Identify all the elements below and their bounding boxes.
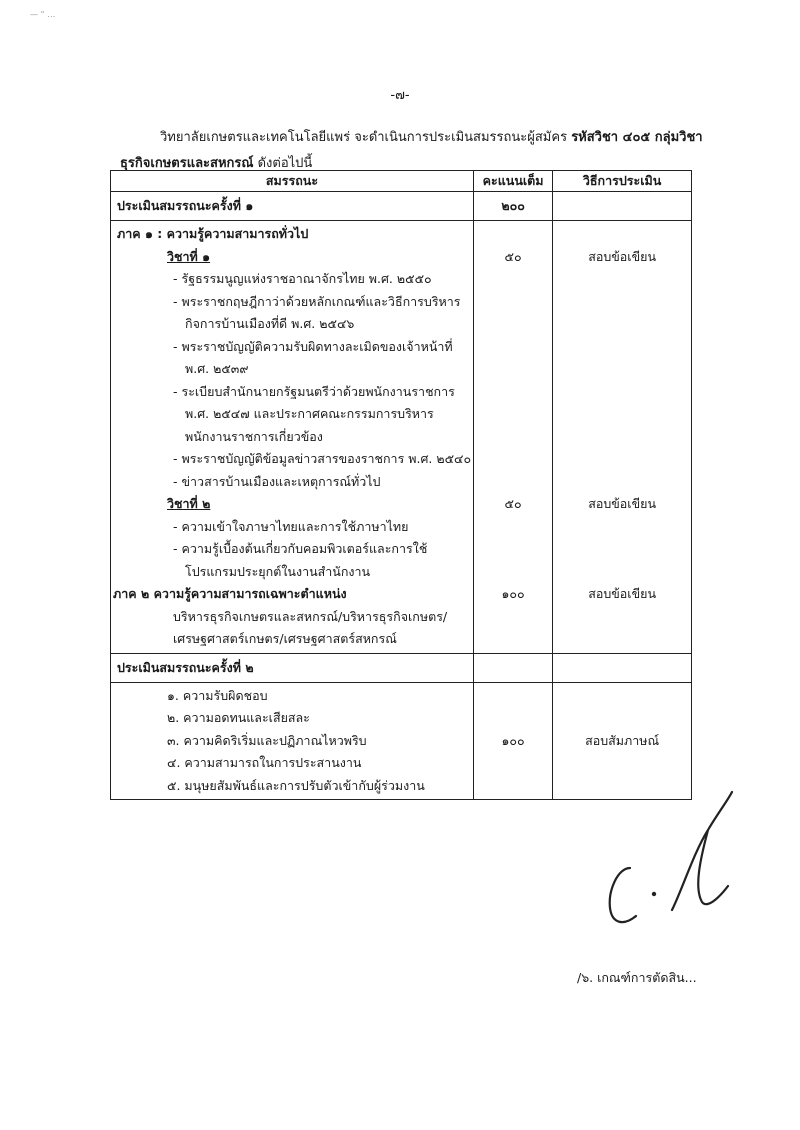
list-item: - พระราชกฤษฎีกาว่าด้วยหลักเกณฑ์และวิธีการบริหาร [173,293,461,309]
header-method: วิธีการประเมิน [553,171,692,192]
round1-score: ๒๐๐ [473,192,552,221]
list-item: - พระราชบัญญัติความรับผิดทางละเมิดของเจ้าหน้าที่ [173,338,453,354]
subject2-method: สอบข้อเขียน [588,496,656,511]
round1-method [553,192,692,221]
round1-title: ประเมินสมรรถนะครั้งที่ ๑ [111,192,474,221]
list-item: โปรแกรมประยุกต์ในงานสำนักงาน [185,563,371,579]
assessment-table [110,170,692,800]
corner-scan-mark: — “ … [30,10,56,19]
list-item: - ความเข้าใจภาษาไทยและการใช้ภาษาไทย [173,518,409,534]
list-item: เศรษฐศาสตร์เกษตร/เศรษฐศาสตร์สหกรณ์ [173,631,397,646]
round2-title: ประเมินสมรรถนะครั้งที่ ๒ [111,653,474,682]
part2-method: สอบข้อเขียน [588,586,656,601]
intro-paragraph [120,126,780,171]
list-item: พ.ศ. ๒๕๓๙ [185,361,249,376]
header-competency: สมรรถนะ [111,171,474,192]
part-cell [111,221,474,654]
list-item: - พระราชบัญญัติข้อมูลข่าวสารของราชการ พ.ศ. ๒๕๔๐ [173,451,472,466]
table-row [111,682,692,800]
table-row [111,653,692,682]
subject1-score: ๕๐ [504,248,522,264]
continuation-note: /๖. เกณฑ์การตัดสิน... [577,970,697,985]
part-scores [473,221,552,654]
part1-title: ภาค ๑ : ความรู้ความสามารถทั่วไป [117,226,309,241]
list-item: - รัฐธรรมนูญแห่งราชอาณาจักรไทย พ.ศ. ๒๕๕๐ [173,271,432,286]
handwritten-signature [590,790,750,940]
header-full-score: คะแนนเต็ม [473,171,552,192]
subject-code: รหัสวิชา ๔๐๕ กลุ่มวิชา [571,130,703,145]
page-number: -๗- [390,88,410,103]
subject2-title: วิชาที่ ๒ [167,496,211,511]
list-item: - ความรู้เบื้องต้นเกี่ยวกับคอมพิวเตอร์และการใช้ [173,541,428,556]
part2-title: ภาค ๒ ความรู้ความสามารถเฉพาะตำแหน่ง [113,586,347,601]
list-item: - ระเบียบสำนักนายกรัฐมนตรีว่าด้วยพนักงานราชการ [173,383,455,399]
round2-method: สอบสัมภาษณ์ [585,732,660,748]
part2-score: ๑๐๐ [501,586,525,601]
list-item: ๑. ความรับผิดชอบ [167,687,268,703]
intro-text: วิทยาลัยเกษตรและเทคโนโลยีแพร่ จะดำเนินการประเมินสมรรถนะผู้สมัคร [160,130,572,145]
list-item: พ.ศ. ๒๕๔๗ และประกาศคณะกรรมการบริหาร [185,406,434,421]
table-header-row [111,171,692,192]
subject1-title: วิชาที่ ๑ [167,248,211,264]
round2-items [111,682,474,800]
subject1-method: สอบข้อเขียน [588,248,656,264]
list-item: ๒. ความอดทนและเสียสละ [167,710,310,725]
list-item: บริหารธุรกิจเกษตรและสหกรณ์/บริหารธุรกิจเกษตร/ [173,608,448,624]
list-item: ๔. ความสามารถในการประสานงาน [167,755,362,770]
table-row [111,192,692,221]
part-methods [553,221,692,654]
list-item: ๓. ความคิดริเริ่มและปฏิภาณไหวพริบ [167,732,367,748]
list-item: ๕. มนุษยสัมพันธ์และการปรับตัวเข้ากับผู้ร่วมงาน [167,777,425,793]
intro-line-1 [160,126,780,150]
subject-group: ธุรกิจเกษตรและสหกรณ์ [120,156,254,171]
round2-score: ๑๐๐ [501,732,525,748]
list-item: พนักงานราชการเกี่ยวข้อง [185,428,323,444]
table-row [111,221,692,654]
list-item: - ข่าวสารบ้านเมืองและเหตุการณ์ทั่วไป [173,473,381,489]
list-item: กิจการบ้านเมืองที่ดี พ.ศ. ๒๕๔๖ [185,316,355,331]
subject2-score: ๕๐ [504,496,522,511]
intro-text-2: ดังต่อไปนี้ [253,156,313,171]
